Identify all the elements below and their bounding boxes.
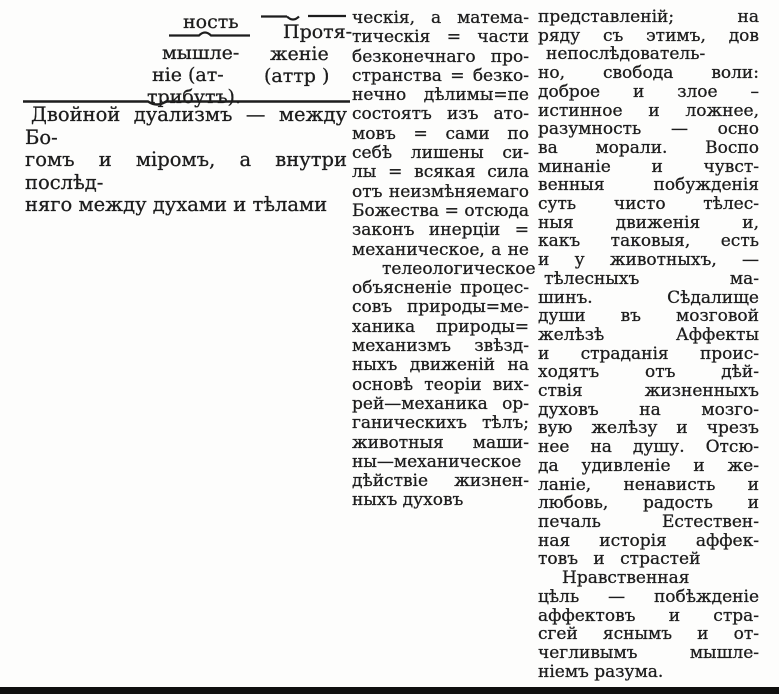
text-line: ная исторія аффек- <box>538 530 759 551</box>
text-line: дѣйствіе жизнен- <box>352 471 529 492</box>
text-line: ныхъ духовъ <box>352 490 464 511</box>
text-line: сгей яснымъ и от- <box>538 624 759 645</box>
text-line: Нравственная <box>562 568 690 589</box>
text-line: животныя маши- <box>352 432 529 453</box>
text-line: тѣлесныхъ ма- <box>544 268 759 289</box>
right-column-text <box>538 8 759 681</box>
text-line: мовъ = сами по <box>352 123 529 144</box>
text-line: непослѣдователь- <box>546 44 706 65</box>
text-line: тическія = части <box>352 27 529 48</box>
text-line: печаль Естествен- <box>538 511 759 532</box>
text-line: гомъ и міромъ, а внутри послѣд- <box>25 148 347 194</box>
text-line: ны—механическое <box>352 451 522 472</box>
text-line: совъ природы=ме- <box>352 297 529 318</box>
text-line: отъ неизмѣняемаго <box>352 181 529 202</box>
text-line: безконечнаго про- <box>352 46 529 67</box>
text-line: желѣзѣ Аффекты <box>538 324 759 345</box>
text-line: доброе и злое – <box>538 81 759 102</box>
text-line: состоятъ изъ ато- <box>352 104 529 125</box>
text-line: шинъ. Сѣдалище <box>538 287 759 308</box>
text-line: механическое, а не <box>352 239 529 260</box>
text-line: телеологическое <box>382 258 536 279</box>
header-col2-sub-line: Протя- <box>283 21 353 43</box>
middle-column-text <box>352 8 536 511</box>
text-line: представленій; на <box>538 7 759 27</box>
underbrace-icon <box>168 29 252 39</box>
text-line: какъ таковыя, есть <box>538 231 759 252</box>
text-line: основѣ теоріи вих- <box>352 374 529 395</box>
text-line: рей—механика ор- <box>352 393 529 414</box>
text-line: странства = безко- <box>352 65 529 86</box>
text-line: и страданія проис- <box>538 343 759 364</box>
text-line: Божества = отсюда <box>352 200 529 221</box>
text-line: ганическихъ тѣлъ; <box>352 413 529 434</box>
text-line: товъ и страстей <box>538 549 701 570</box>
text-line: любовь, радость и <box>538 493 759 514</box>
bottom-rule <box>0 687 779 694</box>
header-col2-sub-line: женіе <box>270 43 329 65</box>
text-line: Двойной дуализмъ — между Бо- <box>25 103 347 149</box>
text-line: венныя побужденія <box>538 175 759 196</box>
text-line: аффектовъ и стра- <box>538 605 759 626</box>
text-line: нее на душу. Отсю- <box>538 437 759 458</box>
text-line: ряду съ этимъ, дов <box>538 25 759 46</box>
left-column-text <box>25 104 347 217</box>
header-col1-sub-line: трибутъ). <box>147 86 242 108</box>
text-line: да удивленіе и же- <box>538 455 759 476</box>
text-line: и у животныхъ, — <box>538 250 759 271</box>
text-line: законъ инерціи = <box>352 220 529 241</box>
text-line: истинное и ложнее, <box>538 100 759 121</box>
text-line: ческія, а матема- <box>352 8 529 28</box>
text-line: механизмъ звѣзд- <box>352 336 529 357</box>
text-line: объясненіе процес- <box>352 278 529 299</box>
text-line: вую желѣзу и чрезъ <box>538 418 759 439</box>
text-line: ханика природы= <box>352 316 529 337</box>
text-line: лы = всякая сила <box>352 162 529 183</box>
text-line: минаніе и чувст- <box>538 156 759 177</box>
text-line: цѣль — побѣжденіе <box>538 586 759 607</box>
text-line: суть чисто тѣлес- <box>538 194 759 215</box>
text-line: ствія жизненныхъ <box>538 381 759 402</box>
header-col2-sub-line: (аттр ) <box>264 65 330 87</box>
text-line: ланіе, ненависть и <box>538 474 759 495</box>
text-line: разумность — осно <box>538 119 759 140</box>
text-line: няго между духами и тѣлами <box>25 193 328 216</box>
text-line: ныхъ движеній на <box>352 355 529 376</box>
header-col1-top-label: ность <box>183 11 239 33</box>
text-line: ныя движенія и, <box>538 212 759 233</box>
header-col1-sub-line: мышле- <box>162 42 240 64</box>
text-line: ходятъ отъ дѣй- <box>538 362 759 383</box>
header-col1-sub-line: ніе (ат- <box>152 64 224 86</box>
text-line: ва морали. Воспо <box>538 137 759 158</box>
text-line: чегливымъ мышле- <box>538 642 759 663</box>
text-line: духовъ на мозго- <box>538 399 759 420</box>
text-line: но, свобода воли: <box>538 63 759 84</box>
text-line: ніемъ разума. <box>538 661 664 682</box>
text-line: нечно дѣлимы=пе <box>352 85 529 106</box>
text-line: себѣ лишены си- <box>352 143 529 164</box>
text-line: души въ мозговой <box>538 306 759 327</box>
